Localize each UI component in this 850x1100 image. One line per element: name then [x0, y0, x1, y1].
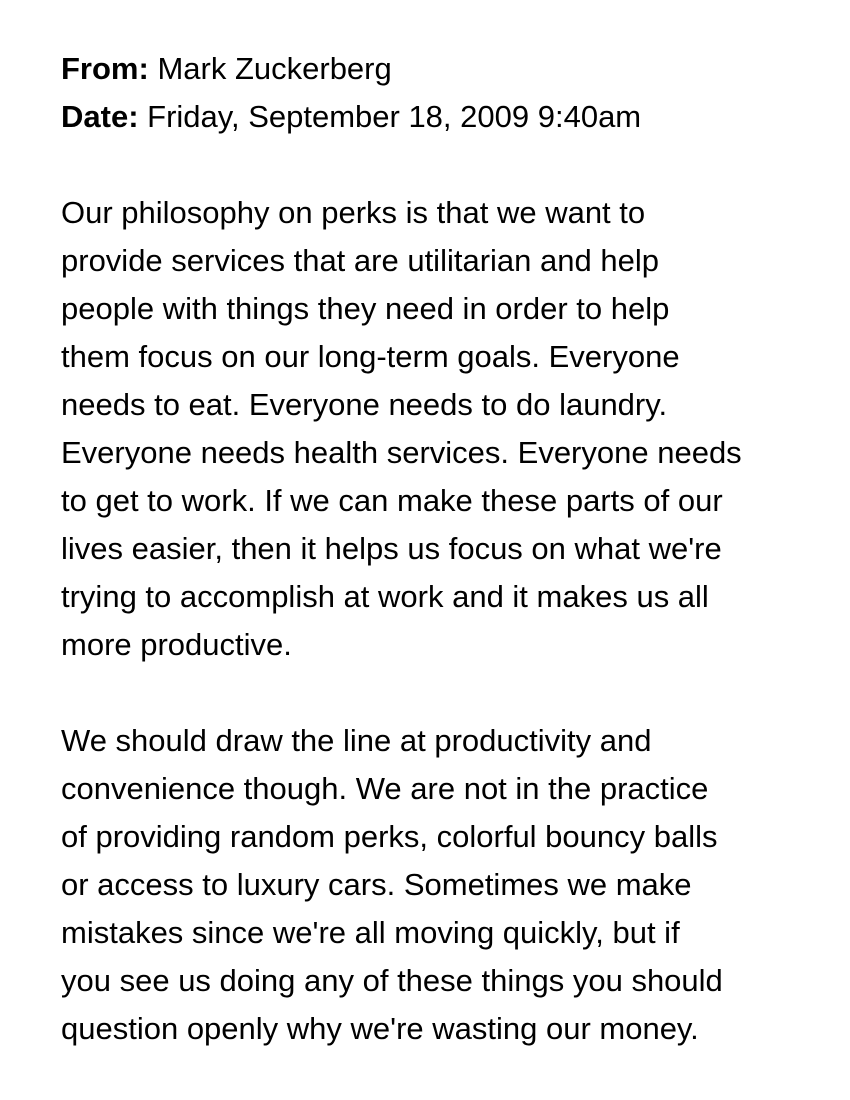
paragraph-line: We should draw the line at productivity and	[61, 723, 652, 758]
paragraph-line: people with things they need in order to help	[61, 291, 670, 326]
from-value: Mark Zuckerberg	[157, 51, 392, 86]
paragraph-line: Our philosophy on perks is that we want to	[61, 195, 646, 230]
paragraph-line: to get to work. If we can make these parts of our	[61, 483, 723, 518]
paragraph-line: lives easier, then it helps us focus on what we're	[61, 531, 722, 566]
paragraph-line: you see us doing any of these things you should	[61, 963, 723, 998]
email-message	[61, 45, 821, 1053]
paragraph-line: question openly why we're wasting our money.	[61, 1011, 699, 1046]
paragraph-line: trying to accomplish at work and it makes us all	[61, 579, 709, 614]
body-paragraph-1	[61, 189, 821, 669]
paragraph-line: mistakes since we're all moving quickly, but if	[61, 915, 680, 950]
from-header	[61, 45, 821, 93]
date-label: Date:	[61, 99, 139, 134]
paragraph-line: more productive.	[61, 627, 292, 662]
paragraph-line: them focus on our long-term goals. Everyone	[61, 339, 680, 374]
date-header	[61, 93, 821, 141]
paragraph-line: or access to luxury cars. Sometimes we make	[61, 867, 692, 902]
paragraph-line: convenience though. We are not in the practice	[61, 771, 709, 806]
paragraph-line: of providing random perks, colorful bouncy balls	[61, 819, 718, 854]
paragraph-line: needs to eat. Everyone needs to do laundry.	[61, 387, 668, 422]
paragraph-line: Everyone needs health services. Everyone needs	[61, 435, 742, 470]
from-label: From:	[61, 51, 149, 86]
date-value: Friday, September 18, 2009 9:40am	[147, 99, 642, 134]
paragraph-line: provide services that are utilitarian and help	[61, 243, 659, 278]
body-paragraph-2	[61, 717, 821, 1053]
